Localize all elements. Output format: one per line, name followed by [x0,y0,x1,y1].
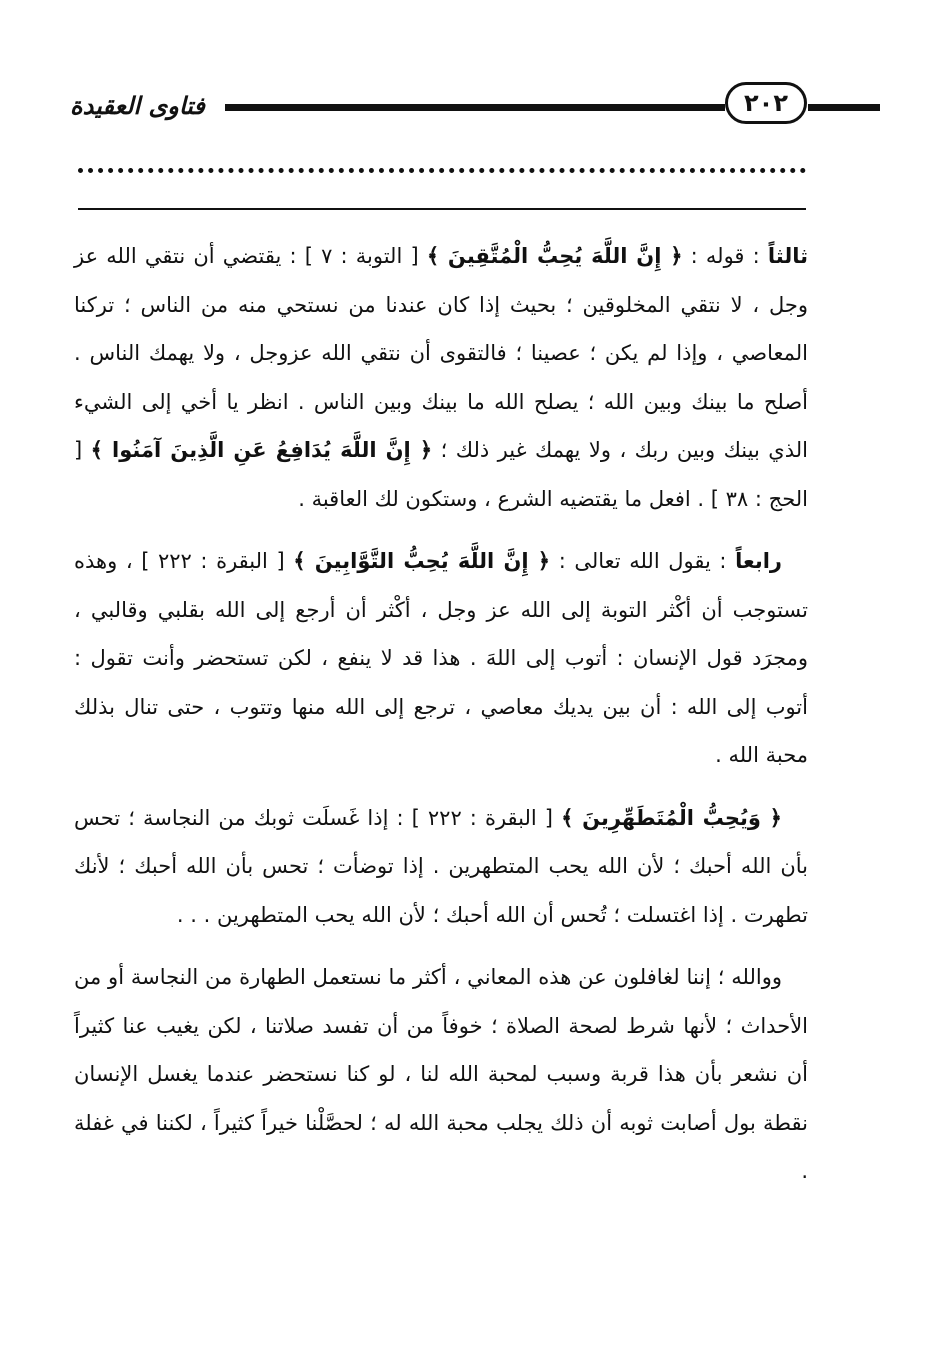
dotted-divider [78,168,806,173]
paragraph-purifiers [74,794,808,940]
book-title: فتاوى العقيدة [70,92,205,120]
body-text [74,232,808,1210]
paragraph-segment: ووالله ؛ إننا لغافلون عن هذه المعاني ، أكثر ما نستعمل الطهارة من النجاسة أو من الأحداث ؛ لأنها شرط لصحة الصلاة ؛ خوفاً من أن تفسد صلاتنا ، لكن يغيب عنا كثيراً أن نشعر بأن هذا قربة وسبب لمحبة الله لنا ، لو كنا نستحضر عندما يغسل الإنسان نقطة بول أصابت ثوبه أن ذلك يجلب محبة الله له ؛ لحصَّلْنا خيراً كثيراً ، لكننا في غفلة . [74,965,808,1183]
header-rule-right [808,104,880,111]
header-separator [78,208,806,210]
paragraph-segment: : يقول الله تعالى : [550,549,736,573]
paragraph-lead: رابعاً [735,549,782,573]
page-number: ٢٠٢ [725,82,807,124]
quran-verse: ﴿ إِنَّ اللَّهَ يُحِبُّ التَّوَّابِينَ ﴾ [293,549,551,573]
paragraph-third [74,232,808,523]
quran-verse: ﴿ إِنَّ اللَّهَ يُحِبُّ الْمُتَّقِينَ ﴾ [426,244,683,268]
paragraph-fourth [74,537,808,780]
page-header [70,82,810,132]
paragraph-segment: : قوله : [682,244,768,268]
quran-verse: ﴿ إِنَّ اللَّهَ يُدَافِعُ عَنِ الَّذِينَ آمَنُوا ﴾ [90,438,433,462]
paragraph-conclusion [74,953,808,1196]
paragraph-lead: ثالثاً [767,244,808,268]
header-rule-left [225,104,725,111]
paragraph-segment: [ الحج : ٣٨ ] . افعل ما يقتضيه الشرع ، وستكون لك العاقبة . [74,438,808,511]
paragraph-segment: [ البقرة : ٢٢٢ ] : إذا غَسلَت ثوبك من النجاسة ؛ تحس بأن الله أحبك ؛ لأن الله يحب المتطهرين . إذا توضأت ؛ تحس بأن الله أحبك ؛ لأنك تطهرت . إذا اغتسلت ؛ تُحس أن الله أحبك ؛ لأن الله يحب المتطهرين . . . [74,805,808,927]
paragraph-segment: [ البقرة : ٢٢٢ ] ، وهذه تستوجب أن أكْثر التوبة إلى الله عز وجل ، أكْثر أن أرجع إلى الله بقلبي وقالبي ، ومجرَد قول الإنسان : أتوب إلى اللهَ . هذا قد لا ينفع ، لكن تستحضر وأنت تقول : أتوب إلى الله : أن بين يديك معاصي ، ترجع إلى الله منها وتتوب ، حتى تنال بذلك محبة الله . [74,549,808,767]
paragraph-segment: [ التوبة : ٧ ] : يقتضي أن نتقي الله عز وجل ، لا نتقي المخلوقين ؛ بحيث إذا كان عندنا من نستحي منه من الناس ؛ تركنا المعاصي ، وإذا لم يكن ؛ عصينا ؛ فالتقوى أن نتقي الله عزوجل ، ولا يهمك الناس . أصلح ما بينك وبين الله ؛ يصلح الله ما بينك وبين الناس . انظر يا أخي إلى الشيء الذي بينك وبين ربك ، ولا يهمك غير ذلك ؛ [74,244,808,462]
quran-verse: ﴿ وَيُحِبُّ الْمُتَطَهِّرِينَ ﴾ [561,805,782,830]
